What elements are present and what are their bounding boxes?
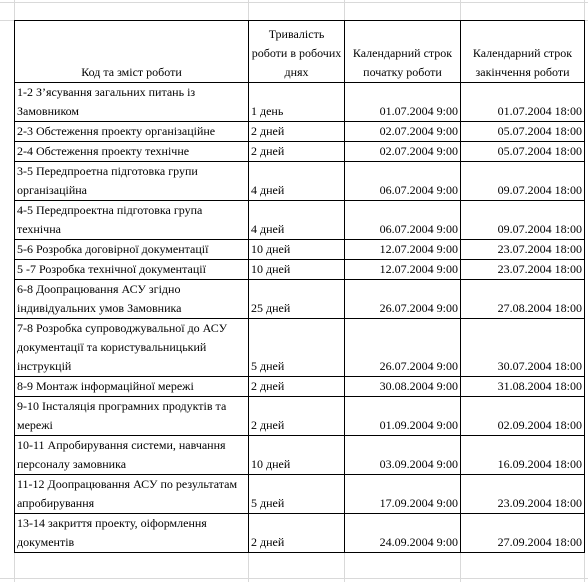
task-name-cell[interactable]: 4-5 Передпроектна підготовка група технічна (15, 201, 249, 240)
grid-line (0, 2, 588, 3)
task-name-cell[interactable]: 6-8 Доопрацювання АСУ згідно індивідуальних умов Замовника (15, 280, 249, 319)
end-date-cell[interactable]: 09.07.2004 18:00 (461, 162, 585, 201)
start-date-cell[interactable]: 17.09.2004 9:00 (345, 475, 461, 514)
start-date-cell[interactable]: 06.07.2004 9:00 (345, 201, 461, 240)
duration-cell[interactable]: 10 дней (249, 436, 345, 475)
task-name-cell[interactable]: 13-14 закриття проекту, оіформлення документів (15, 514, 249, 553)
schedule-table (14, 20, 585, 553)
duration-cell[interactable]: 2 дней (249, 514, 345, 553)
task-name-cell[interactable]: 11-12 Доопрацювання АСУ по результатам апробирування (15, 475, 249, 514)
end-date-cell[interactable]: 05.07.2004 18:00 (461, 122, 585, 142)
duration-cell[interactable]: 5 дней (249, 319, 345, 377)
end-date-cell[interactable]: 16.09.2004 18:00 (461, 436, 585, 475)
table-row (15, 436, 585, 475)
task-name-cell[interactable]: 2-4 Обстеження проекту технічне (15, 142, 249, 162)
duration-cell[interactable]: 2 дней (249, 397, 345, 436)
header-start[interactable]: Календарний строк початку роботи (345, 21, 461, 83)
duration-cell[interactable]: 4 дней (249, 162, 345, 201)
duration-cell[interactable]: 4 дней (249, 201, 345, 240)
start-date-cell[interactable]: 06.07.2004 9:00 (345, 162, 461, 201)
start-date-cell[interactable]: 02.07.2004 9:00 (345, 122, 461, 142)
end-date-cell[interactable]: 02.09.2004 18:00 (461, 397, 585, 436)
table-row (15, 377, 585, 397)
header-row (15, 21, 585, 83)
header-end[interactable]: Календарний строк закінчення роботи (461, 21, 585, 83)
task-name-cell[interactable]: 8-9 Монтаж інформаційної мережі (15, 377, 249, 397)
start-date-cell[interactable]: 12.07.2004 9:00 (345, 240, 461, 260)
start-date-cell[interactable]: 01.09.2004 9:00 (345, 397, 461, 436)
task-name-cell[interactable]: 5 -7 Розробка технічної документації (15, 260, 249, 280)
header-code[interactable]: Код та зміст роботи (15, 21, 249, 83)
task-name-cell[interactable]: 5-6 Розробка договірної документації (15, 240, 249, 260)
end-date-cell[interactable]: 27.08.2004 18:00 (461, 280, 585, 319)
end-date-cell[interactable]: 09.07.2004 18:00 (461, 201, 585, 240)
duration-cell[interactable]: 2 дней (249, 377, 345, 397)
end-date-cell[interactable]: 23.09.2004 18:00 (461, 475, 585, 514)
duration-cell[interactable]: 2 дней (249, 142, 345, 162)
grid-line (0, 578, 588, 579)
duration-cell[interactable]: 10 дней (249, 260, 345, 280)
start-date-cell[interactable]: 01.07.2004 9:00 (345, 83, 461, 122)
duration-cell[interactable]: 1 день (249, 83, 345, 122)
table-row (15, 280, 585, 319)
table-row (15, 162, 585, 201)
end-date-cell[interactable]: 23.07.2004 18:00 (461, 260, 585, 280)
table-row (15, 142, 585, 162)
end-date-cell[interactable]: 27.09.2004 18:00 (461, 514, 585, 553)
end-date-cell[interactable]: 31.08.2004 18:00 (461, 377, 585, 397)
task-name-cell[interactable]: 2-3 Обстеження проекту організаційне (15, 122, 249, 142)
start-date-cell[interactable]: 02.07.2004 9:00 (345, 142, 461, 162)
end-date-cell[interactable]: 23.07.2004 18:00 (461, 240, 585, 260)
task-name-cell[interactable]: 9-10 Інсталяція програмних продуктів та мережі (15, 397, 249, 436)
table-row (15, 260, 585, 280)
task-name-cell[interactable]: 7-8 Розробка супроводжувальної до АСУ документації та користувальницький інструкцій (15, 319, 249, 377)
start-date-cell[interactable]: 12.07.2004 9:00 (345, 260, 461, 280)
duration-cell[interactable]: 2 дней (249, 122, 345, 142)
table-row (15, 397, 585, 436)
duration-cell[interactable]: 10 дней (249, 240, 345, 260)
end-date-cell[interactable]: 01.07.2004 18:00 (461, 83, 585, 122)
start-date-cell[interactable]: 26.07.2004 9:00 (345, 319, 461, 377)
task-name-cell[interactable]: 3-5 Передпроетна підготовка групи організаційна (15, 162, 249, 201)
duration-cell[interactable]: 25 дней (249, 280, 345, 319)
header-duration[interactable]: Тривалість роботи в робочих днях (249, 21, 345, 83)
table-row (15, 201, 585, 240)
table-row (15, 475, 585, 514)
duration-cell[interactable]: 5 дней (249, 475, 345, 514)
task-name-cell[interactable]: 10-11 Апробирування системи, навчання персоналу замовника (15, 436, 249, 475)
start-date-cell[interactable]: 24.09.2004 9:00 (345, 514, 461, 553)
end-date-cell[interactable]: 30.07.2004 18:00 (461, 319, 585, 377)
table-row (15, 240, 585, 260)
table-row (15, 514, 585, 553)
start-date-cell[interactable]: 03.09.2004 9:00 (345, 436, 461, 475)
table-row (15, 83, 585, 122)
start-date-cell[interactable]: 26.07.2004 9:00 (345, 280, 461, 319)
end-date-cell[interactable]: 05.07.2004 18:00 (461, 142, 585, 162)
task-name-cell[interactable]: 1-2 З’ясування загальних питань із Замовником (15, 83, 249, 122)
table-row (15, 319, 585, 377)
start-date-cell[interactable]: 30.08.2004 9:00 (345, 377, 461, 397)
table-row (15, 122, 585, 142)
